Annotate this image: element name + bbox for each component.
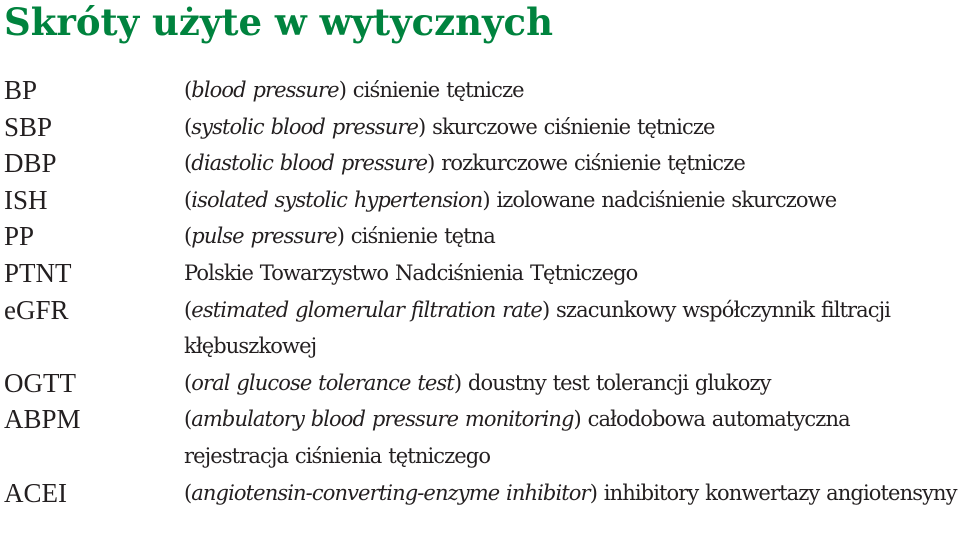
abbreviation-term: BP (4, 75, 38, 105)
abbreviation-term: OGTT (4, 367, 76, 398)
abbreviation-definition: (ambulatory blood pressure monitoring) całodobowa automatyczna rejestracja ciśnienia tętniczego (184, 407, 850, 468)
abbreviation-term: ISH (4, 184, 48, 215)
abbreviation-definition: (diastolic blood pressure) rozkurczowe ciśnienie tętnicze (184, 151, 745, 176)
polish-definition: skurczowe ciśnienie tętnicze (432, 114, 715, 139)
abbreviation-term: PTNT (4, 257, 72, 288)
abbreviation-entry-ogtt (0, 365, 960, 402)
abbreviation-entry-dbp (0, 145, 960, 182)
polish-definition: ciśnienie tętnicze (352, 78, 524, 102)
polish-definition: doustny test tolerancji glukozy (467, 370, 771, 395)
english-expansion: pulse pressure (191, 224, 337, 249)
abbreviation-definition (184, 255, 960, 292)
abbreviation-entry-acei (0, 475, 960, 512)
abbreviation-term: PP (4, 221, 35, 252)
english-expansion: estimated glomerular filtration rate (191, 297, 542, 322)
abbreviation-entry-egfr (0, 292, 960, 365)
abbreviation-definition: (oral glucose tolerance test) doustny test tolerancji glukozy (184, 370, 771, 395)
abbreviation-definition: (systolic blood pressure) skurczowe ciśnienie tętnicze (184, 114, 715, 139)
abbreviation-entry-bp (0, 72, 960, 109)
abbreviation-term: ABPM (4, 404, 81, 435)
abbreviation-definition: (angiotensin-converting-enzyme inhibitor) inhibitory konwertazy angiotensyny (184, 480, 957, 505)
polish-definition: rozkurczowe ciśnienie tętnicze (441, 151, 745, 176)
english-expansion: isolated systolic hypertension (191, 187, 483, 212)
abbreviation-definition: (blood pressure) ciśnienie tętnicze (184, 78, 524, 102)
polish-definition: inhibitory konwertazy angiotensyny (603, 480, 957, 505)
abbreviation-entry-ptnt (0, 255, 960, 292)
polish-definition: Polskie Towarzystwo Nadciśnienia Tętniczego (184, 260, 638, 285)
abbreviation-term: SBP (4, 111, 53, 142)
abbreviation-entry-abpm (0, 401, 960, 474)
abbreviation-term: ACEI (4, 477, 67, 508)
english-expansion: angiotensin-converting-enzyme inhibitor (191, 480, 590, 505)
english-expansion: ambulatory blood pressure monitoring (191, 407, 574, 432)
page-title: Skróty użyte w wytycznych (4, 0, 553, 44)
polish-definition: całodobowa automatyczna rejestracja ciśnienia tętniczego (184, 407, 850, 468)
abbreviation-entry-ish (0, 182, 960, 219)
english-expansion: blood pressure (191, 78, 339, 102)
abbreviation-list (0, 72, 960, 511)
english-expansion: diastolic blood pressure (191, 151, 428, 176)
abbreviation-definition: (isolated systolic hypertension) izolowane nadciśnienie skurczowe (184, 187, 837, 212)
abbreviation-entry-sbp (0, 109, 960, 146)
polish-definition: izolowane nadciśnienie skurczowe (496, 187, 837, 212)
english-expansion: oral glucose tolerance test (191, 370, 454, 395)
polish-definition: ciśnienie tętna (350, 224, 495, 249)
abbreviation-definition: (pulse pressure) ciśnienie tętna (184, 224, 495, 249)
abbreviation-term: DBP (4, 148, 57, 179)
abbreviation-term: eGFR (4, 294, 69, 325)
abbreviation-definition: (estimated glomerular filtration rate) szacunkowy współczynnik filtracji kłębuszkowej (184, 297, 891, 359)
abbreviation-entry-pp (0, 218, 960, 255)
english-expansion: systolic blood pressure (191, 114, 418, 139)
polish-definition: szacunkowy współczynnik filtracji kłębuszkowej (184, 297, 891, 359)
